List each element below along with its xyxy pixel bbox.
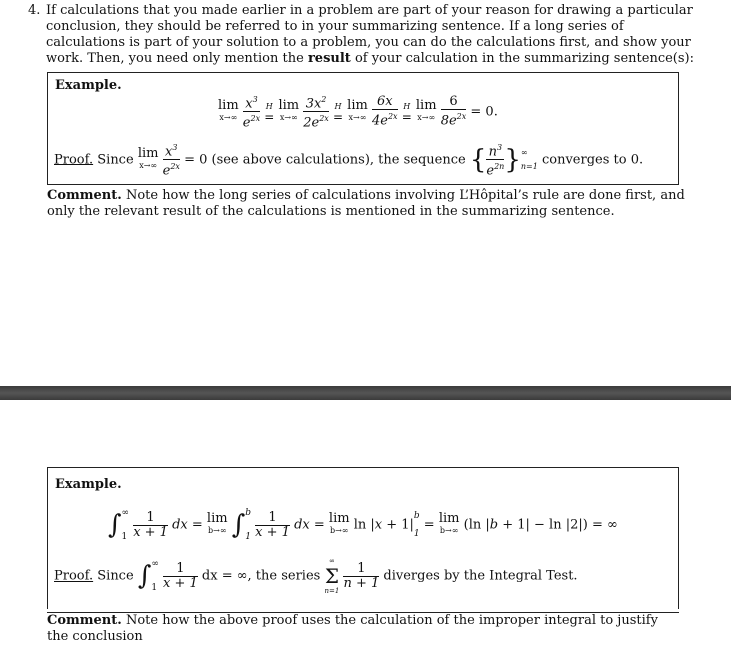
comment-1-label: Comment. — [47, 188, 122, 203]
integrand-1: $\frac{1}{x + 1}$ — [133, 509, 168, 540]
comment-2 — [47, 612, 679, 645]
integral-sign-1: ∫ — [108, 510, 122, 540]
example-2-box — [47, 467, 679, 609]
limit-b: lim b→∞ — [206, 511, 228, 535]
example-2-proof — [54, 552, 578, 600]
limit-4: lim x→∞ — [415, 97, 437, 122]
right-brace: } — [504, 144, 521, 175]
proof-1-limit: lim x→∞ — [137, 145, 159, 170]
left-brace: { — [469, 144, 487, 175]
proof-1-since: Since — [97, 152, 134, 168]
item-4-end: of your calculation in the summarizing sentence(s): — [354, 51, 694, 66]
example-1-box — [47, 72, 679, 185]
proof-2-label: Proof. — [54, 568, 94, 584]
series-sum: ∞ Σ n=1 — [324, 557, 340, 595]
comment-1-text: Note how the long series of calculations involving L’Hôpital’s rule are done first, and only the relevant result of the calculations is mentioned in the summarizing sentence. — [47, 188, 685, 219]
chain-result: = 0. — [470, 104, 498, 120]
integral-3-bounds: ∞ 1 — [151, 559, 159, 593]
proof-1-label: Proof. — [54, 152, 94, 168]
limit-1: lim x→∞ — [218, 97, 239, 122]
fraction-x3-e2x: $\frac{x^3}{e^{2x}}$ — [242, 95, 261, 131]
integral-result: = ∞ — [591, 517, 618, 533]
integral-sign-3: ∫ — [137, 561, 152, 591]
fraction-6x: $\frac{6x}{4e^{2x}}$ — [371, 94, 398, 129]
section-divider — [0, 386, 731, 400]
item-4-body: If calculations that you made earlier in a problem are part of your reason for drawing a particular conclusion, they should be referred to in your summarizing sentence. If a long series of calculations is part of your solution to a problem, you can do the calculations first, and show your work. Then, you need only mention the — [46, 3, 693, 66]
item-4-bold-word: result — [307, 51, 351, 66]
proof-2-end: diverges by the Integral Test. — [383, 568, 578, 584]
proof-1-fraction: $\frac{x^3}{e^{2x}}$ — [162, 143, 180, 179]
item-4-paragraph — [28, 3, 698, 67]
integral-sign-2: ∫ — [231, 510, 246, 540]
limit-3: lim x→∞ — [347, 97, 368, 122]
dx-1: dx — [172, 517, 188, 533]
ln-expression: ln |x + 1| — [353, 517, 414, 533]
integrand-3: $\frac{1}{x + 1}$ — [163, 560, 198, 591]
integral-1-bounds: ∞ 1 — [121, 508, 130, 542]
hopital-equals-3: H = — [401, 101, 412, 124]
fraction-3x2: $\frac{3x^2}{2e^{2x}}$ — [303, 95, 329, 131]
item-number: 4. — [28, 3, 41, 18]
sequence-index: ∞ n=1 — [520, 147, 538, 171]
item-4-text — [46, 3, 698, 67]
ln-difference: (ln |b + 1| − ln |2|) — [463, 517, 588, 533]
proof-2-middle: dx = ∞, the series — [201, 568, 321, 584]
evaluation-bounds: b 1 — [413, 511, 420, 539]
limit-2: lim x→∞ — [278, 97, 300, 122]
limit-b-2: lim b→∞ — [328, 511, 350, 535]
comment-2-text: Note how the above proof uses the calculation of the improper integral to justify the conclusion — [47, 613, 658, 644]
proof-1-end: converges to 0. — [541, 152, 644, 168]
lhopital-chain — [218, 93, 498, 131]
example-2-label: Example. — [55, 477, 122, 492]
integral-2-bounds: b 1 — [245, 508, 252, 542]
comment-1 — [47, 188, 697, 220]
proof-1-middle: = 0 (see above calculations), the sequence — [184, 152, 466, 168]
limit-b-3: lim b→∞ — [438, 511, 460, 535]
comment-2-label: Comment. — [47, 613, 122, 628]
integral-chain: ∫ ∞ 1 $\frac{1}{x + 1}$ dx = lim b→∞ ∫ b 1 $\frac{1}{x + 1}$ dx = lim b→∞ ln |x + 1| b 1 = lim b→∞ (ln |b + 1| − ln |2|) = ∞ — [108, 501, 618, 549]
hopital-equals-2: H = — [332, 101, 344, 124]
integrand-2: $\frac{1}{x + 1}$ — [255, 509, 290, 540]
example-1-proof — [54, 141, 643, 179]
fraction-6: $\frac{6}{8e^{2x}}$ — [440, 94, 467, 129]
proof-2-since: Since — [97, 568, 134, 584]
dx-2: dx — [294, 517, 310, 533]
sequence-fraction: $\frac{n^3}{e^{2n}}$ — [486, 143, 505, 179]
series-term: $\frac{1}{n + 1}$ — [343, 560, 380, 591]
hopital-equals-1: H = — [264, 101, 275, 124]
example-1-label: Example. — [55, 78, 122, 93]
